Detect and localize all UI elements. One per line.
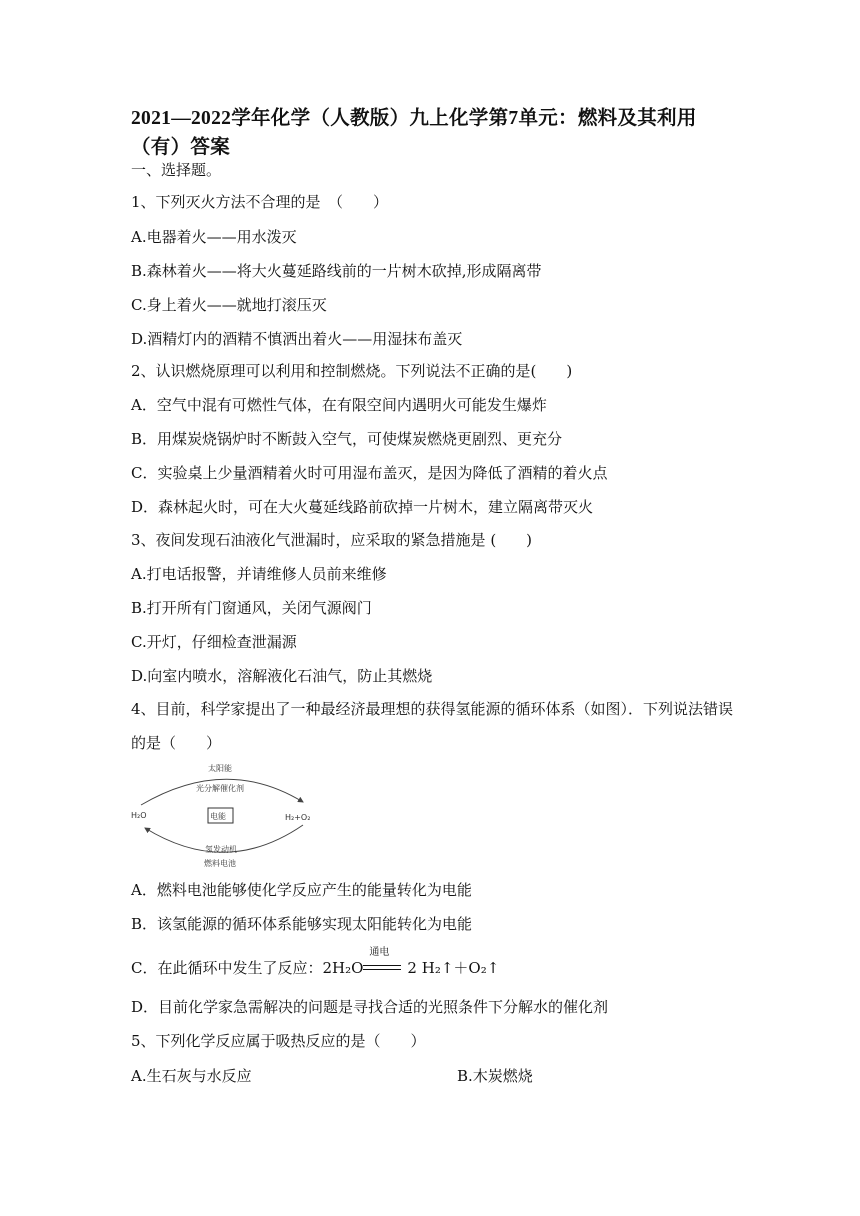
double-line-sign (363, 965, 401, 970)
question-1-stem: 1、下列灭火方法不合理的是 （ ） (131, 193, 389, 211)
document-title: 2021—2022学年化学（人教版）九上化学第7单元：燃料及其利用（有）答案 (131, 108, 697, 158)
label-catalyst: 光分解催化剂 (196, 784, 244, 793)
label-solar: 太阳能 (208, 764, 232, 773)
question-4-option-a: A．燃料电池能够使化学反应产生的能量转化为电能 (131, 881, 472, 899)
equation-reactant: 2H₂O (322, 959, 364, 977)
question-4-stem: 4、目前，科学家提出了一种最经济最理想的获得氢能源的循环体系（如图）．下列说法错误的是（ ） (131, 700, 734, 752)
question-1-option-b: B.森林着火——将大火蔓延路线前的一片树木砍掉,形成隔离带 (131, 262, 542, 280)
question-4-option-d: D．目前化学家急需解决的问题是寻找合适的光照条件下分解水的催化剂 (131, 998, 609, 1016)
question-3-option-b: B.打开所有门窗通风，关闭气源阀门 (131, 599, 372, 617)
question-2-option-b: B．用煤炭烧锅炉时不断鼓入空气，可使煤炭燃烧更剧烈、更充分 (131, 430, 563, 448)
label-engine: 氢发动机 (205, 845, 237, 854)
question-4-option-c (131, 947, 741, 978)
question-5-option-b: B.木炭燃烧 (457, 1067, 533, 1085)
question-2-option-c: C．实验桌上少量酒精着火时可用湿布盖灭，是因为降低了酒精的着火点 (131, 464, 608, 482)
condition-label: 通电 (369, 947, 390, 958)
question-5-stem: 5、下列化学反应属于吸热反应的是（ ） (131, 1032, 426, 1050)
question-5-options (131, 1066, 741, 1086)
option-c-prefix: C．在此循环中发生了反应： (131, 959, 323, 977)
section-heading: 一、选择题。 (131, 161, 222, 179)
question-2-stem: 2、认识燃烧原理可以利用和控制燃烧。下列说法不正确的是( ) (131, 362, 573, 380)
question-4-option-b: B．该氢能源的循环体系能够实现太阳能转化为电能 (131, 915, 473, 933)
question-3-option-d: D.向室内喷水，溶解液化石油气，防止其燃烧 (131, 667, 433, 685)
question-1-option-d: D.酒精灯内的酒精不慎洒出着火——用湿抹布盖灭 (131, 330, 463, 348)
question-3-option-a: A.打电话报警，并请维修人员前来维修 (131, 565, 387, 583)
question-1-option-a: A.电器着火——用水泼灭 (131, 228, 297, 246)
label-products: H₂+O₂ (285, 813, 311, 822)
reaction-condition (363, 947, 407, 978)
label-fuel-cell: 燃料电池 (204, 859, 236, 868)
question-2-option-a: A．空气中混有可燃性气体，在有限空间内遇明火可能发生爆炸 (131, 396, 547, 414)
hydrogen-cycle-diagram (131, 760, 321, 870)
question-3-stem: 3、夜间发现石油液化气泄漏时，应采取的紧急措施是 ( ) (131, 531, 533, 549)
equation-products: 2 H₂↑＋O₂↑ (407, 959, 500, 977)
question-2-option-d: D．森林起火时，可在大火蔓延线路前砍掉一片树木，建立隔离带灭火 (131, 498, 594, 516)
question-3-option-c: C.开灯，仔细检查泄漏源 (131, 633, 297, 651)
label-electricity: 电能 (210, 812, 226, 821)
label-water: H₂O (131, 811, 147, 820)
question-1-option-c: C.身上着火——就地打滚压灭 (131, 296, 327, 314)
cycle-arrows-svg (131, 760, 321, 870)
question-5-option-a: A.生石灰与水反应 (131, 1067, 252, 1085)
